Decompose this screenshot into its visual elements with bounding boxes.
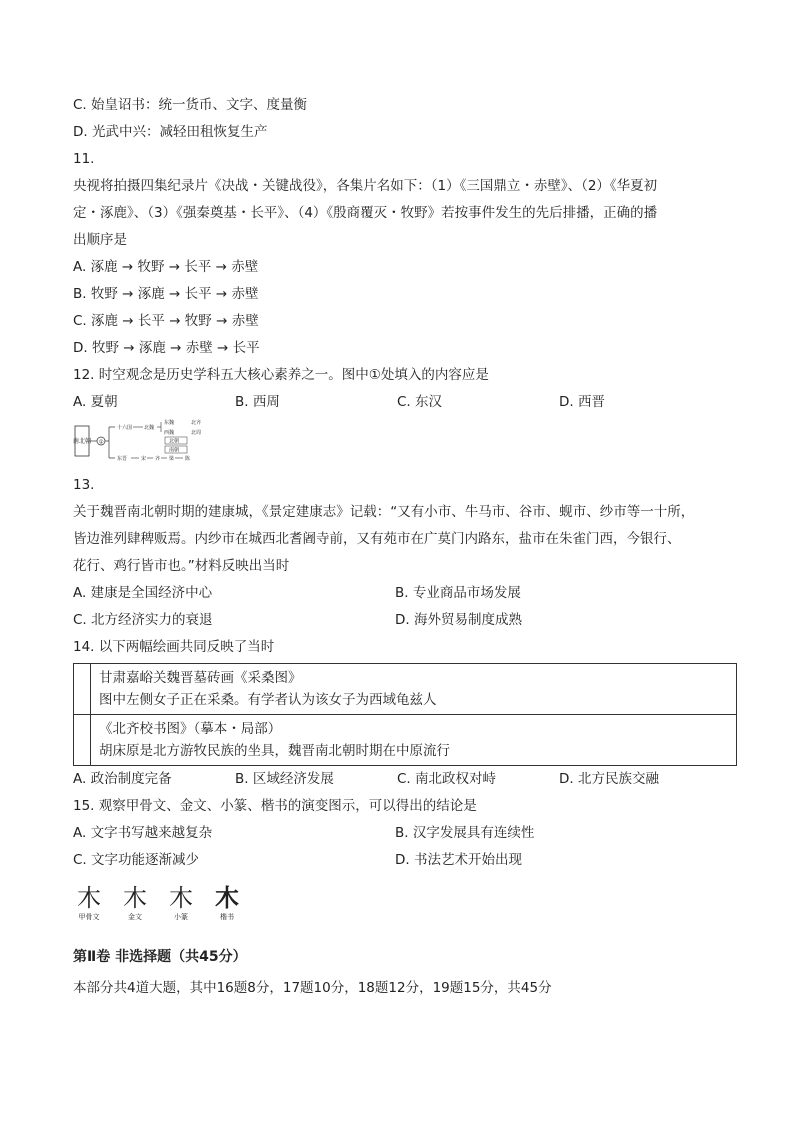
diagram-south-dynasties: 南朝 [169, 447, 180, 454]
q11-option-d: D. 牧野 → 涿鹿 → 赤壁 → 长平 [73, 340, 260, 356]
diagram-sixteen-kingdoms: 十六国 [117, 425, 133, 431]
q13-option-c: C. 北方经济实力的衰退 [73, 612, 213, 628]
q13-option-d: D. 海外贸易制度成熟 [395, 612, 522, 628]
q13-options-row1 [73, 580, 733, 607]
q15-script-evolution [73, 884, 733, 930]
q14-row1-title: 甘肃嘉峪关魏晋墓砖画《采桑图》 [99, 670, 302, 686]
q14-row-1 [74, 664, 737, 715]
exam-page [73, 92, 733, 1002]
q14-options [73, 766, 733, 793]
q12-option-a: A. 夏朝 [73, 394, 118, 410]
q11-stem-line1: 央视将拍摄四集纪录片《决战・关键战役》，各集片名如下：（1）《三国鼎立・赤壁》、（2）《华夏初 [73, 178, 658, 194]
glyph-bronze-label: 金文 [128, 913, 142, 921]
diagram-circle-label: ① [98, 439, 104, 446]
q15-options-row1 [73, 820, 733, 847]
q14-row1-image-cell [74, 664, 91, 715]
q14-option-c: C. 南北政权对峙 [397, 771, 497, 787]
q14-row-2 [74, 715, 737, 766]
q12-option-d: D. 西晋 [559, 394, 605, 410]
diagram-north-qi: 北齐 [191, 420, 202, 426]
q10-option-c: C. 始皇诏书：统一货币、文字、度量衡 [73, 97, 308, 113]
section-ii-intro: 本部分共4道大题，其中16题8分，17题10分，18题12分，19题15分，共45分 [73, 980, 552, 996]
q12-timeline-diagram [73, 418, 223, 464]
glyph-regular-char: 木 [215, 883, 239, 912]
q11-stem-line2: 定・涿鹿》、（3）《强秦奠基・长平》、（4）《殷商覆灭・牧野》若按事件发生的先后排播，正确的播 [73, 205, 658, 221]
glyph-oracle-bone-label: 甲骨文 [78, 913, 100, 921]
q13-stem-line2: 皆边淮列肆稗贩焉。内纱市在城西北耆阇寺前，又有苑市在广莫门内路东，盐市在朱雀门西，今银行、 [73, 531, 681, 547]
section-ii-title: 第Ⅱ卷 非选择题（共45分） [73, 949, 247, 965]
q15-option-d: D. 书法艺术开始出现 [395, 852, 522, 868]
q14-row1-caption: 图中左侧女子正在采桑。有学者认为该女子为西域龟兹人 [99, 692, 437, 708]
q13-option-b: B. 专业商品市场发展 [395, 585, 521, 601]
q11-stem-line3: 出顺序是 [73, 232, 127, 248]
q12-option-b: B. 西周 [235, 394, 280, 410]
glyph-bronze [119, 884, 151, 930]
diagram-north-zhou: 北周 [191, 430, 202, 436]
q12-stem: 12. 时空观念是历史学科五大核心素养之一。图中①处填入的内容应是 [73, 367, 489, 383]
q11-number: 11. [73, 151, 95, 167]
q15-options-row2 [73, 847, 733, 874]
q14-option-d: D. 北方民族交融 [559, 771, 659, 787]
q13-number: 13. [73, 477, 95, 493]
diagram-box-label: 南北朝 [73, 438, 92, 445]
q14-option-a: A. 政治制度完备 [73, 771, 172, 787]
q14-stem: 14. 以下两幅绘画共同反映了当时 [73, 639, 275, 655]
q12-timeline-figure [73, 418, 733, 464]
diagram-eastern-jin: 东晋 [117, 456, 128, 462]
diagram-song: 宋 [141, 456, 147, 462]
diagram-liang: 梁 [169, 456, 175, 462]
q13-stem-line3: 花行、鸡行皆市也。”材料反映出当时 [73, 558, 290, 574]
q14-row2-caption: 胡床原是北方游牧民族的坐具，魏晋南北朝时期在中原流行 [99, 743, 450, 759]
q15-option-b: B. 汉字发展具有连续性 [395, 825, 535, 841]
glyph-bronze-char: 木 [123, 884, 147, 912]
q14-option-b: B. 区域经济发展 [235, 771, 334, 787]
q15-stem: 15. 观察甲骨文、金文、小篆、楷书的演变图示，可以得出的结论是 [73, 798, 477, 814]
glyph-small-seal-label: 小篆 [174, 913, 188, 921]
q14-table [73, 663, 737, 766]
glyph-oracle-bone [73, 884, 105, 930]
q14-row2-image-cell [74, 715, 91, 766]
q13-stem-line1: 关于魏晋南北朝时期的建康城，《景定建康志》记载：“又有小市、牛马市、谷市、蚬市、纱市等一十所， [73, 504, 695, 520]
diagram-north-wei: 北魏 [144, 425, 155, 431]
glyph-regular [211, 884, 243, 930]
q11-option-a: A. 涿鹿 → 牧野 → 长平 → 赤壁 [73, 259, 259, 275]
diagram-east-wei: 东魏 [164, 420, 175, 426]
q14-row2-title: 《北齐校书图》（摹本・局部） [99, 721, 282, 737]
glyph-oracle-bone-char: 木 [77, 884, 101, 912]
q13-option-a: A. 建康是全国经济中心 [73, 585, 213, 601]
q12-options [73, 389, 733, 416]
q13-options-row2 [73, 607, 733, 634]
q14-row2-text [91, 715, 737, 766]
glyph-small-seal-char: 木 [169, 884, 193, 912]
glyph-regular-label: 楷书 [220, 913, 234, 921]
q15-option-c: C. 文字功能逐渐减少 [73, 852, 200, 868]
diagram-qi: 齐 [155, 456, 161, 462]
diagram-chen: 陈 [185, 456, 191, 462]
glyph-small-seal [165, 884, 197, 930]
q12-option-c: C. 东汉 [397, 394, 443, 410]
q11-option-c: C. 涿鹿 → 长平 → 牧野 → 赤壁 [73, 313, 259, 329]
q11-option-b: B. 牧野 → 涿鹿 → 长平 → 赤壁 [73, 286, 259, 302]
q10-option-d: D. 光武中兴：减轻田租恢复生产 [73, 124, 268, 140]
q14-row1-text [91, 664, 737, 715]
q15-option-a: A. 文字书写越来越复杂 [73, 825, 213, 841]
diagram-west-wei: 西魏 [164, 430, 175, 436]
diagram-north-dynasties: 北朝 [169, 438, 180, 445]
